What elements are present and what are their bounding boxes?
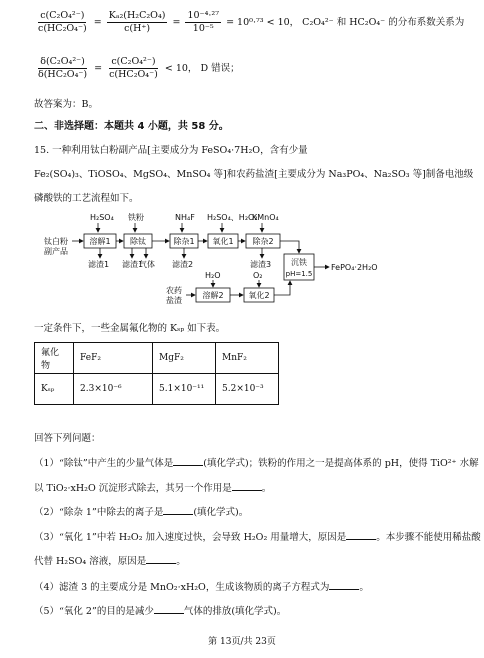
answer-blank (146, 554, 176, 564)
fraction: $\frac{\text{c(C₂O₄²⁻)}}{\text{c(HC₂O₄⁻)}}$ (38, 10, 87, 34)
section-title: 二、非选择题：本题共 4 小题，共 58 分。 (34, 121, 229, 132)
box-label: 氧化2 (248, 291, 270, 300)
q15-line-3: 磷酸铁的工艺流程如下。 (34, 193, 139, 204)
equation-line-1: $\frac{\text{c(C₂O₄²⁻)}}{\text{c(HC₂O₄⁻)}}$ = $\frac{\text{Kₐ₂(H₂C₂O₄)}}{c(H^+)}$ = $\frac{\text{10⁻⁴·²⁷}}{\text{10⁻⁵}}$ = 10⁰·⁷³ < 10， C₂O₄²⁻ 和 HC₂O₄⁻ 的分布系数关系为 (38, 10, 465, 34)
fraction: $\frac{\text{c(C₂O₄²⁻)}}{\text{c(HC₂O₄⁻)}}$ (109, 56, 158, 80)
table-row (35, 343, 279, 374)
box-label: 溶解1 (89, 237, 111, 246)
table-intro: 一定条件下，一些金属氟化物的 Kₛₚ 如下表。 (34, 323, 226, 334)
question-3-line-1: （3）“氧化 1”中若 H₂O₂ 加入速度过快，会导致 H₂O₂ 用量增大，原因是 。本步骤不能使用稀盐酸 (34, 532, 481, 543)
table-cell: 2.3×10⁻⁶ (74, 374, 153, 405)
reagent-label: NH₄F (175, 213, 195, 222)
reagent-label: O₂ (253, 271, 263, 280)
raw-material-label: 副产品 (44, 247, 68, 256)
residue-label: 滤渣1 (122, 260, 144, 269)
gas-label: 气体 (139, 260, 155, 269)
fraction: $\frac{\text{Kₐ₂(H₂C₂O₄)}}{c(H^+)}$ (108, 10, 166, 34)
raw-material-label: 农药 (166, 286, 182, 295)
answer-blank (232, 481, 262, 491)
questions-intro: 回答下列问题： (34, 433, 101, 444)
question-4: （4）滤渣 3 的主要成分是 MnO₂·xH₂O，生成该物质的离子方程式为 。 (34, 582, 369, 593)
product-label: FePO₄·2H₂O (331, 263, 378, 272)
q15-line-2: Fe₂(SO₄)₃、TiOSO₄、MgSO₄、MnSO₄ 等]和农药盐渣[主要成分为 Na₃PO₄、Na₂SO₃ 等]制备电池级 (34, 169, 474, 180)
reagent-label: KMnO₄ (252, 213, 279, 222)
table-row (35, 374, 279, 405)
table-cell: 5.1×10⁻¹¹ (153, 374, 216, 405)
reagent-label: H₂SO₄、H₂O₂ (207, 213, 258, 222)
residue-label: 滤渣2 (172, 260, 194, 269)
reagent-label: 铁粉 (128, 213, 144, 222)
answer-blank (346, 530, 376, 540)
answer-line: 故答案为：B。 (34, 99, 98, 110)
equation-line-2: $\frac{\text{δ(C₂O₄²⁻)}}{\text{δ(HC₂O₄⁻)}}$ = $\frac{\text{c(C₂O₄²⁻)}}{\text{c(HC₂O₄⁻)}}$ < 10， D 错误； (38, 56, 240, 80)
residue-label: 滤渣1 (88, 260, 110, 269)
question-3-line-2: 代替 H₂SO₄ 溶液，原因是 。 (34, 556, 186, 567)
box-label: 除杂1 (173, 237, 195, 246)
answer-blank (154, 604, 184, 614)
box-label: 除钛 (130, 237, 146, 246)
table-cell: 5.2×10⁻³ (216, 374, 279, 405)
question-2: （2）“除杂 1”中除去的离子是 (填化学式)。 (34, 507, 249, 518)
table-header-cell: 氟化物 (35, 343, 74, 374)
answer-blank (163, 505, 193, 515)
box-label: 沉铁 (291, 258, 307, 267)
answer-blank (329, 580, 359, 590)
reagent-label: H₂O (205, 271, 221, 280)
fraction: $\frac{\text{δ(C₂O₄²⁻)}}{\text{δ(HC₂O₄⁻)}}$ (38, 56, 88, 80)
residue-label: 滤渣3 (250, 260, 272, 269)
table-cell: MgF₂ (153, 343, 216, 374)
raw-material-label: 钛白粉 (44, 237, 68, 246)
process-flow-diagram (0, 210, 484, 314)
question-1-line-1: （1）“除钛”中产生的少量气体是 (填化学式)；铁粉的作用之一是提高体系的 pH，使得 TiO²⁺ 水解 (34, 458, 479, 469)
page-footer: 第 13页/共 23页 (208, 637, 276, 647)
question-1-line-2: 以 TiO₂·xH₂O 沉淀形式除去，其另一个作用是 。 (34, 483, 272, 494)
fraction: $\frac{\text{10⁻⁴·²⁷}}{\text{10⁻⁵}}$ (187, 10, 220, 34)
box-label: pH=1.5 (285, 270, 313, 278)
question-5: （5）“氧化 2”的目的是减少 气体的排放(填化学式)。 (34, 606, 287, 617)
reagent-label: H₂SO₄ (90, 213, 114, 222)
q15-line-1: 15. 一种利用钛白粉副产品[主要成分为 FeSO₄·7H₂O，含有少量 (34, 145, 308, 156)
box-label: 氧化1 (212, 237, 234, 246)
ksp-table (34, 342, 279, 405)
table-header-cell: Kₛₚ (35, 374, 74, 405)
box-label: 溶解2 (202, 291, 224, 300)
table-cell: MnF₂ (216, 343, 279, 374)
answer-blank (173, 456, 203, 466)
raw-material-label: 盐渣 (166, 296, 182, 305)
table-cell: FeF₂ (74, 343, 153, 374)
box-label: 除杂2 (252, 237, 274, 246)
